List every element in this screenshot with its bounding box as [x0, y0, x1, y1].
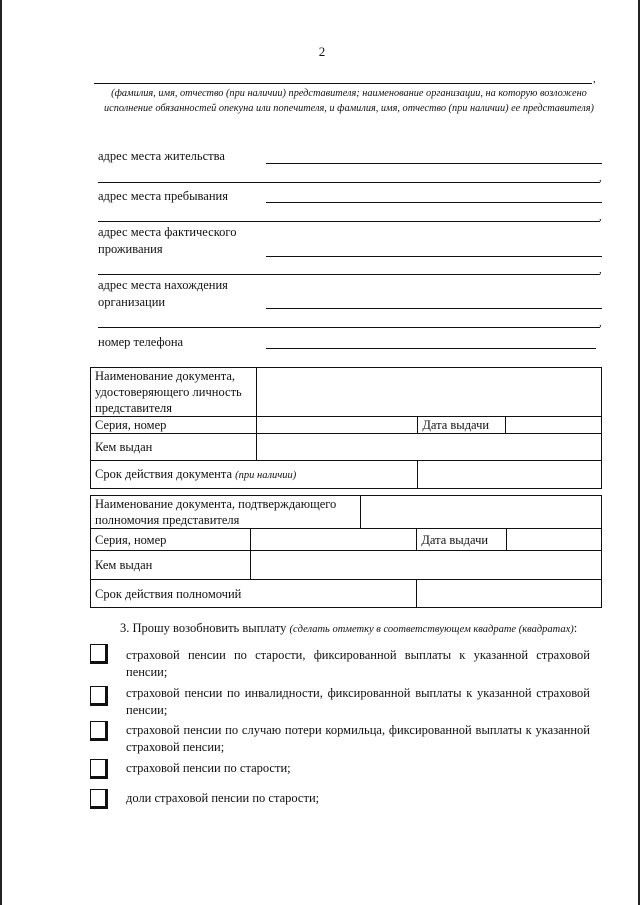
- option-3-checkbox[interactable]: [90, 721, 108, 741]
- option-4-text: страховой пенсии по старости;: [126, 761, 291, 775]
- identity-date-field[interactable]: [506, 417, 602, 434]
- org-address-label-line2: организации: [98, 295, 166, 309]
- authority-doc-name-label: Наименование документа, подтверждающего полномочия представителя: [91, 496, 361, 529]
- stay-label: адрес места пребывания: [98, 189, 228, 203]
- authority-validity-field[interactable]: [417, 580, 602, 608]
- option-2-text: страховой пенсии по инвалидности, фиксированной выплаты к указанной страховой пенсии;: [126, 686, 590, 717]
- comma-mark: ,: [599, 264, 602, 276]
- comma-mark: ,: [599, 317, 602, 329]
- option-5-checkbox[interactable]: [90, 789, 108, 809]
- section-3-instruction: (сделать отметку в соответствующем квадрате (квадратах): [289, 624, 574, 635]
- identity-series-field[interactable]: [256, 417, 418, 434]
- stay-field-line2[interactable]: [98, 221, 600, 222]
- residence-field[interactable]: [266, 163, 602, 164]
- authority-issuer-label: Кем выдан: [91, 551, 251, 580]
- actual-residence-label-line2: проживания: [98, 242, 163, 256]
- option-4-checkbox[interactable]: [90, 759, 108, 779]
- org-address-field[interactable]: [266, 308, 602, 309]
- option-1-checkbox[interactable]: [90, 644, 108, 664]
- option-1-text: страховой пенсии по старости, фиксированной выплаты к указанной страховой пенсии;: [126, 648, 590, 679]
- actual-residence-field-line2[interactable]: [98, 274, 600, 275]
- residence-field-line2[interactable]: [98, 182, 600, 183]
- section-3-colon: :: [573, 621, 578, 635]
- phone-field[interactable]: [266, 348, 596, 349]
- option-2-checkbox[interactable]: [90, 686, 108, 706]
- identity-issuer-label: Кем выдан: [91, 434, 257, 461]
- identity-validity-text: Срок действия документа: [95, 466, 233, 481]
- authority-series-field[interactable]: [250, 529, 417, 551]
- section-3-heading: [120, 621, 577, 636]
- representative-name-field[interactable]: [94, 83, 592, 84]
- org-address-label-line1: адрес места нахождения: [98, 278, 228, 292]
- identity-issuer-field[interactable]: [256, 434, 601, 461]
- phone-label: номер телефона: [98, 335, 184, 349]
- identity-date-label: Дата выдачи: [418, 417, 506, 434]
- comma-mark: ,: [593, 73, 596, 85]
- identity-validity-field[interactable]: [418, 461, 602, 489]
- comma-mark: ,: [599, 211, 602, 223]
- authority-document-table: [90, 495, 602, 608]
- identity-series-label: Серия, номер: [91, 417, 257, 434]
- section-3-title: 3. Прошу возобновить выплату: [120, 621, 287, 635]
- authority-issuer-field[interactable]: [250, 551, 601, 580]
- representative-note: (фамилия, имя, отчество (при наличии) представителя; наименование организации, на которую возложено исполнение обязанностей опекуна или попечителя, и фамилия, имя, отчество (при наличии) ее представителя): [103, 88, 594, 114]
- authority-date-field[interactable]: [507, 529, 602, 551]
- org-address-field-line2[interactable]: [98, 327, 600, 328]
- identity-validity-label: [91, 461, 418, 489]
- stay-field[interactable]: [266, 202, 602, 203]
- option-3-text: страховой пенсии по случаю потери кормильца, фиксированной выплаты к указанной страховой пенсии;: [126, 723, 590, 754]
- authority-validity-label: Срок действия полномочий: [91, 580, 417, 608]
- residence-label: адрес места жительства: [98, 149, 225, 163]
- comma-mark: ,: [599, 172, 602, 184]
- page-number: 2: [318, 44, 326, 59]
- actual-residence-label-line1: адрес места фактического: [98, 225, 237, 239]
- identity-document-table: [90, 367, 602, 489]
- option-5-text: доли страховой пенсии по старости;: [126, 791, 320, 805]
- authority-doc-name-field[interactable]: [360, 496, 601, 529]
- identity-doc-name-field[interactable]: [256, 368, 601, 417]
- identity-validity-note: (при наличии): [235, 469, 297, 481]
- authority-date-label: Дата выдачи: [417, 529, 507, 551]
- identity-doc-name-label: Наименование документа, удостоверяющего личность представителя: [91, 368, 257, 417]
- authority-series-label: Серия, номер: [91, 529, 251, 551]
- actual-residence-field[interactable]: [266, 256, 602, 257]
